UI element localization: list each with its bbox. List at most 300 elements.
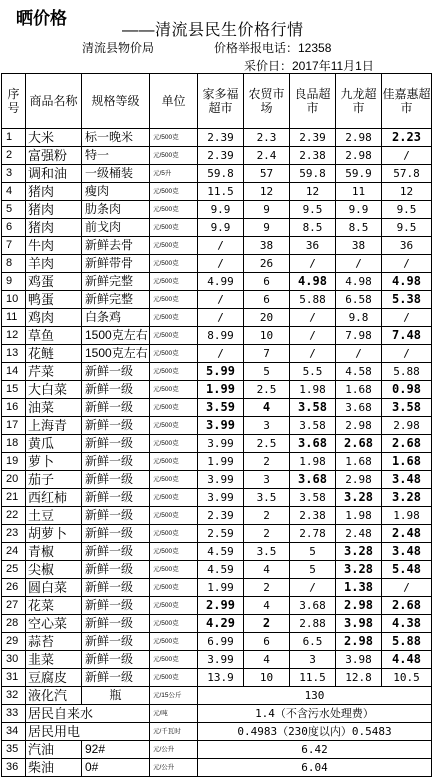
- collection-date: 采价日：2017年11月1日: [244, 59, 374, 73]
- price-store-4: 8.5: [336, 219, 382, 237]
- product-spec: 新鲜一级: [82, 381, 150, 399]
- price-store-4: 2.98: [336, 417, 382, 435]
- product-spec: 新鲜一级: [82, 507, 150, 525]
- col-header-store-4: 九龙超市: [336, 74, 382, 129]
- product-name: 羊肉: [26, 255, 82, 273]
- price-unit: 元/500克: [150, 291, 198, 309]
- table-row: [2, 327, 432, 345]
- price-unit: 元/500克: [150, 345, 198, 363]
- price-store-4: 2.98: [336, 147, 382, 165]
- price-store-5: 2.48: [382, 525, 432, 543]
- product-name: 富强粉: [26, 147, 82, 165]
- price-unit: 元/500克: [150, 147, 198, 165]
- price-store-4: 2.98: [336, 633, 382, 651]
- price-store-5: 12: [382, 183, 432, 201]
- price-unit: 元/500克: [150, 651, 198, 669]
- price-store-2: 7: [244, 345, 290, 363]
- price-store-3: 3.68: [290, 597, 336, 615]
- col-header-spec: 规格等级: [82, 74, 150, 129]
- product-name: 上海青: [26, 417, 82, 435]
- product-name: 牛肉: [26, 237, 82, 255]
- table-header-row: [2, 74, 432, 129]
- product-name: 土豆: [26, 507, 82, 525]
- price-store-1: /: [198, 291, 244, 309]
- table-row: [2, 453, 432, 471]
- price-store-2: 20: [244, 309, 290, 327]
- row-number: 14: [2, 363, 26, 381]
- row-number: 25: [2, 561, 26, 579]
- price-store-3: /: [290, 345, 336, 363]
- price-store-4: 38: [336, 237, 382, 255]
- row-number: 32: [2, 687, 26, 705]
- table-row: [2, 471, 432, 489]
- table-row: [2, 201, 432, 219]
- price-unit: 元/500克: [150, 327, 198, 345]
- price-all-stores: 6.04: [198, 759, 432, 777]
- price-store-5: 3.48: [382, 543, 432, 561]
- product-spec: 新鲜一级: [82, 471, 150, 489]
- price-unit: 元/500克: [150, 237, 198, 255]
- price-unit: 元/500克: [150, 453, 198, 471]
- price-store-4: 2.98: [336, 129, 382, 147]
- price-store-1: 4.99: [198, 273, 244, 291]
- table-row: [2, 183, 432, 201]
- row-number: 20: [2, 471, 26, 489]
- product-spec: 新鲜一级: [82, 561, 150, 579]
- row-number: 12: [2, 327, 26, 345]
- price-store-2: 57: [244, 165, 290, 183]
- price-store-3: 6.5: [290, 633, 336, 651]
- row-number: 29: [2, 633, 26, 651]
- price-store-3: 4.98: [290, 273, 336, 291]
- price-store-3: 9.5: [290, 201, 336, 219]
- price-store-4: 7.98: [336, 327, 382, 345]
- product-spec: 新鲜一级: [82, 489, 150, 507]
- price-store-1: 3.99: [198, 417, 244, 435]
- table-row: [2, 705, 432, 723]
- product-spec: 新鲜一级: [82, 615, 150, 633]
- price-unit: 元/吨: [150, 705, 198, 723]
- price-store-2: 10: [244, 327, 290, 345]
- price-store-5: 3.48: [382, 471, 432, 489]
- price-store-1: /: [198, 345, 244, 363]
- row-number: 34: [2, 723, 26, 741]
- price-store-5: 3.28: [382, 489, 432, 507]
- price-store-1: 5.99: [198, 363, 244, 381]
- price-store-3: 2.38: [290, 507, 336, 525]
- row-number: 10: [2, 291, 26, 309]
- price-store-3: 3.68: [290, 435, 336, 453]
- price-store-5: /: [382, 345, 432, 363]
- col-header-no: 序号: [2, 74, 26, 129]
- price-store-4: 2.98: [336, 597, 382, 615]
- price-store-4: 1.38: [336, 579, 382, 597]
- product-name: 汽油: [26, 741, 82, 759]
- price-store-1: 3.99: [198, 435, 244, 453]
- product-name: 黄瓜: [26, 435, 82, 453]
- price-store-3: 3.58: [290, 417, 336, 435]
- table-row: [2, 165, 432, 183]
- row-number: 1: [2, 129, 26, 147]
- price-unit: 元/500克: [150, 597, 198, 615]
- price-store-3: 5: [290, 561, 336, 579]
- price-store-2: 9: [244, 219, 290, 237]
- price-unit: 元/500克: [150, 615, 198, 633]
- price-store-5: 0.98: [382, 381, 432, 399]
- row-number: 7: [2, 237, 26, 255]
- price-unit: 元/公升: [150, 741, 198, 759]
- table-row: [2, 633, 432, 651]
- price-store-1: 3.99: [198, 651, 244, 669]
- price-store-5: 10.5: [382, 669, 432, 687]
- product-name: 胡萝卜: [26, 525, 82, 543]
- price-store-5: 1.68: [382, 453, 432, 471]
- price-store-1: 3.99: [198, 471, 244, 489]
- product-name: 尖椒: [26, 561, 82, 579]
- price-unit: 元/500克: [150, 129, 198, 147]
- price-table: [1, 73, 432, 777]
- product-spec: 标一晚米: [82, 129, 150, 147]
- table-row: [2, 579, 432, 597]
- price-store-5: 5.88: [382, 363, 432, 381]
- report-phone: 价格举报电话：12358: [214, 41, 332, 55]
- price-store-4: 3.98: [336, 651, 382, 669]
- product-name: 西红柿: [26, 489, 82, 507]
- price-store-5: 1.98: [382, 507, 432, 525]
- product-spec: 肋条肉: [82, 201, 150, 219]
- table-row: [2, 543, 432, 561]
- product-spec: 新鲜一级: [82, 579, 150, 597]
- table-row: [2, 147, 432, 165]
- row-number: 26: [2, 579, 26, 597]
- price-store-1: 4.59: [198, 561, 244, 579]
- price-store-1: 13.9: [198, 669, 244, 687]
- col-header-store-5: 佳嘉惠超市: [382, 74, 432, 129]
- price-unit: 元/500克: [150, 399, 198, 417]
- product-spec: 新鲜一级: [82, 363, 150, 381]
- product-name: 空心菜: [26, 615, 82, 633]
- row-number: 23: [2, 525, 26, 543]
- price-store-3: 2.78: [290, 525, 336, 543]
- product-name: 芹菜: [26, 363, 82, 381]
- price-unit: 元/500克: [150, 471, 198, 489]
- price-store-1: 3.99: [198, 489, 244, 507]
- table-row: [2, 255, 432, 273]
- price-store-1: 11.5: [198, 183, 244, 201]
- product-spec: 新鲜一级: [82, 525, 150, 543]
- product-spec: 新鲜一级: [82, 399, 150, 417]
- table-row: [2, 669, 432, 687]
- table-row: [2, 237, 432, 255]
- price-store-2: 4: [244, 651, 290, 669]
- price-store-3: 3.58: [290, 489, 336, 507]
- price-unit: 元/500克: [150, 543, 198, 561]
- price-unit: 元/15公斤: [150, 687, 198, 705]
- row-number: 31: [2, 669, 26, 687]
- table-row: [2, 741, 432, 759]
- price-unit: 元/500克: [150, 201, 198, 219]
- price-store-1: 2.39: [198, 507, 244, 525]
- row-number: 36: [2, 759, 26, 777]
- table-row: [2, 723, 432, 741]
- price-store-3: 12: [290, 183, 336, 201]
- price-store-1: 4.29: [198, 615, 244, 633]
- product-name: 油菜: [26, 399, 82, 417]
- product-name: 液化汽: [26, 687, 82, 705]
- price-unit: 元/500克: [150, 219, 198, 237]
- price-store-2: 26: [244, 255, 290, 273]
- price-all-stores: 130: [198, 687, 432, 705]
- product-spec: 新鲜完整: [82, 273, 150, 291]
- product-spec: 新鲜一级: [82, 669, 150, 687]
- price-unit: 元/500克: [150, 183, 198, 201]
- table-row: [2, 381, 432, 399]
- price-store-2: 2.3: [244, 129, 290, 147]
- price-unit: 元/500克: [150, 507, 198, 525]
- product-name: 豆腐皮: [26, 669, 82, 687]
- price-store-1: 8.99: [198, 327, 244, 345]
- price-unit: 元/500克: [150, 273, 198, 291]
- price-store-1: 2.39: [198, 147, 244, 165]
- price-store-2: 4: [244, 597, 290, 615]
- price-store-3: 3.58: [290, 399, 336, 417]
- col-header-store-2: 农贸市场: [244, 74, 290, 129]
- row-number: 24: [2, 543, 26, 561]
- product-spec: 一级桶装: [82, 165, 150, 183]
- product-spec: 1500克左右: [82, 345, 150, 363]
- table-row: [2, 291, 432, 309]
- price-store-2: 3: [244, 417, 290, 435]
- product-spec: 新鲜一级: [82, 651, 150, 669]
- price-unit: 元/500克: [150, 561, 198, 579]
- table-row: [2, 309, 432, 327]
- price-unit: 元/500克: [150, 309, 198, 327]
- price-store-5: 9.5: [382, 219, 432, 237]
- product-spec: 瘦肉: [82, 183, 150, 201]
- price-store-5: 4.48: [382, 651, 432, 669]
- row-number: 15: [2, 381, 26, 399]
- price-store-1: 59.8: [198, 165, 244, 183]
- price-store-2: 4: [244, 399, 290, 417]
- product-name: 鸡蛋: [26, 273, 82, 291]
- price-store-3: 2.88: [290, 615, 336, 633]
- table-row: [2, 273, 432, 291]
- price-store-3: 5: [290, 543, 336, 561]
- price-store-3: 5.5: [290, 363, 336, 381]
- bureau-name: 清流县物价局: [82, 41, 155, 55]
- product-name: 鸡肉: [26, 309, 82, 327]
- row-number: 19: [2, 453, 26, 471]
- price-store-1: 6.99: [198, 633, 244, 651]
- table-row: [2, 219, 432, 237]
- table-row: [2, 651, 432, 669]
- table-row: [2, 597, 432, 615]
- product-name: 调和油: [26, 165, 82, 183]
- product-spec: 新鲜一级: [82, 633, 150, 651]
- price-store-4: /: [336, 255, 382, 273]
- product-name: 青椒: [26, 543, 82, 561]
- row-number: 21: [2, 489, 26, 507]
- price-store-1: 9.9: [198, 219, 244, 237]
- price-store-2: 2.4: [244, 147, 290, 165]
- price-unit: 元/5升: [150, 165, 198, 183]
- price-store-5: /: [382, 255, 432, 273]
- price-store-2: 12: [244, 183, 290, 201]
- price-store-5: 4.38: [382, 615, 432, 633]
- row-number: 35: [2, 741, 26, 759]
- price-store-3: 36: [290, 237, 336, 255]
- price-store-5: /: [382, 309, 432, 327]
- product-spec: 新鲜一级: [82, 453, 150, 471]
- price-store-1: 2.39: [198, 129, 244, 147]
- product-name: 柴油: [26, 759, 82, 777]
- price-store-2: 10: [244, 669, 290, 687]
- price-store-2: 6: [244, 291, 290, 309]
- price-store-4: 3.68: [336, 399, 382, 417]
- row-number: 22: [2, 507, 26, 525]
- product-spec: 新鲜一级: [82, 543, 150, 561]
- price-store-2: 3: [244, 471, 290, 489]
- price-store-2: 2: [244, 579, 290, 597]
- table-row: [2, 363, 432, 381]
- product-spec: 瓶: [82, 687, 150, 705]
- price-store-4: 2.68: [336, 435, 382, 453]
- price-store-5: /: [382, 579, 432, 597]
- price-store-2: 2: [244, 525, 290, 543]
- price-store-5: 9.5: [382, 201, 432, 219]
- col-header-name: 商品名称: [26, 74, 82, 129]
- row-number: 6: [2, 219, 26, 237]
- product-name: 花菜: [26, 597, 82, 615]
- product-spec: 新鲜一级: [82, 597, 150, 615]
- product-name: 猪肉: [26, 219, 82, 237]
- price-store-3: 11.5: [290, 669, 336, 687]
- product-name: 圆白菜: [26, 579, 82, 597]
- product-spec: 前戈肉: [82, 219, 150, 237]
- product-spec: 白条鸡: [82, 309, 150, 327]
- row-number: 2: [2, 147, 26, 165]
- table-row: [2, 561, 432, 579]
- price-store-4: 4.58: [336, 363, 382, 381]
- product-spec: 特一: [82, 147, 150, 165]
- product-name: 猪肉: [26, 183, 82, 201]
- price-store-5: 36: [382, 237, 432, 255]
- section-label: 晒价格: [16, 9, 67, 28]
- price-store-2: 3.5: [244, 489, 290, 507]
- price-store-2: 2.5: [244, 381, 290, 399]
- price-store-4: 3.28: [336, 561, 382, 579]
- price-store-2: 6: [244, 633, 290, 651]
- price-store-5: 5.48: [382, 561, 432, 579]
- price-store-5: /: [382, 147, 432, 165]
- price-unit: 元/500克: [150, 255, 198, 273]
- product-name: 蒜苔: [26, 633, 82, 651]
- price-unit: 元/500克: [150, 381, 198, 399]
- product-name: 猪肉: [26, 201, 82, 219]
- price-store-1: 2.59: [198, 525, 244, 543]
- price-store-3: /: [290, 309, 336, 327]
- product-spec: 0#: [82, 759, 150, 777]
- price-unit: 元/公升: [150, 759, 198, 777]
- price-store-1: /: [198, 237, 244, 255]
- price-store-2: 2: [244, 615, 290, 633]
- price-store-3: 59.8: [290, 165, 336, 183]
- product-name: 居民自来水: [26, 705, 150, 723]
- price-all-stores: 0.4983（230度以内）0.5483: [198, 723, 432, 741]
- row-number: 33: [2, 705, 26, 723]
- table-row: [2, 435, 432, 453]
- price-store-4: 3.98: [336, 615, 382, 633]
- price-store-1: 2.99: [198, 597, 244, 615]
- price-store-3: 2.38: [290, 147, 336, 165]
- price-store-3: 1.98: [290, 453, 336, 471]
- product-name: 花鲢: [26, 345, 82, 363]
- table-row: [2, 615, 432, 633]
- table-row: [2, 507, 432, 525]
- price-store-4: 2.48: [336, 525, 382, 543]
- row-number: 8: [2, 255, 26, 273]
- price-store-5: 2.98: [382, 417, 432, 435]
- row-number: 11: [2, 309, 26, 327]
- price-store-2: 6: [244, 273, 290, 291]
- price-store-1: 1.99: [198, 453, 244, 471]
- price-store-1: 1.99: [198, 381, 244, 399]
- price-unit: 元/500克: [150, 363, 198, 381]
- product-spec: 新鲜去骨: [82, 237, 150, 255]
- col-header-store-1: 家多福超市: [198, 74, 244, 129]
- product-spec: 新鲜一级: [82, 417, 150, 435]
- price-all-stores: 1.4（不含污水处理费）: [198, 705, 432, 723]
- row-number: 16: [2, 399, 26, 417]
- price-unit: 元/500克: [150, 417, 198, 435]
- price-store-3: 3: [290, 651, 336, 669]
- row-number: 18: [2, 435, 26, 453]
- table-row: [2, 489, 432, 507]
- price-store-4: /: [336, 345, 382, 363]
- price-store-5: 2.23: [382, 129, 432, 147]
- table-row: [2, 525, 432, 543]
- product-name: 草鱼: [26, 327, 82, 345]
- price-store-4: 1.68: [336, 453, 382, 471]
- product-spec: 新鲜带骨: [82, 255, 150, 273]
- row-number: 17: [2, 417, 26, 435]
- row-number: 3: [2, 165, 26, 183]
- table-row: [2, 345, 432, 363]
- row-number: 28: [2, 615, 26, 633]
- price-store-5: 5.88: [382, 633, 432, 651]
- col-header-store-3: 良品超市: [290, 74, 336, 129]
- price-store-2: 38: [244, 237, 290, 255]
- product-name: 萝卜: [26, 453, 82, 471]
- product-name: 大米: [26, 129, 82, 147]
- table-row: [2, 417, 432, 435]
- price-store-5: 57.8: [382, 165, 432, 183]
- price-store-4: 3.28: [336, 489, 382, 507]
- row-number: 27: [2, 597, 26, 615]
- price-store-3: /: [290, 327, 336, 345]
- price-store-5: 4.98: [382, 273, 432, 291]
- price-all-stores: 6.42: [198, 741, 432, 759]
- product-name: 茄子: [26, 471, 82, 489]
- price-store-1: 1.99: [198, 579, 244, 597]
- price-store-4: 3.28: [336, 543, 382, 561]
- product-name: 大白菜: [26, 381, 82, 399]
- price-store-3: 8.5: [290, 219, 336, 237]
- price-store-4: 9.8: [336, 309, 382, 327]
- price-store-1: /: [198, 309, 244, 327]
- price-store-3: 3.68: [290, 471, 336, 489]
- price-store-4: 2.98: [336, 471, 382, 489]
